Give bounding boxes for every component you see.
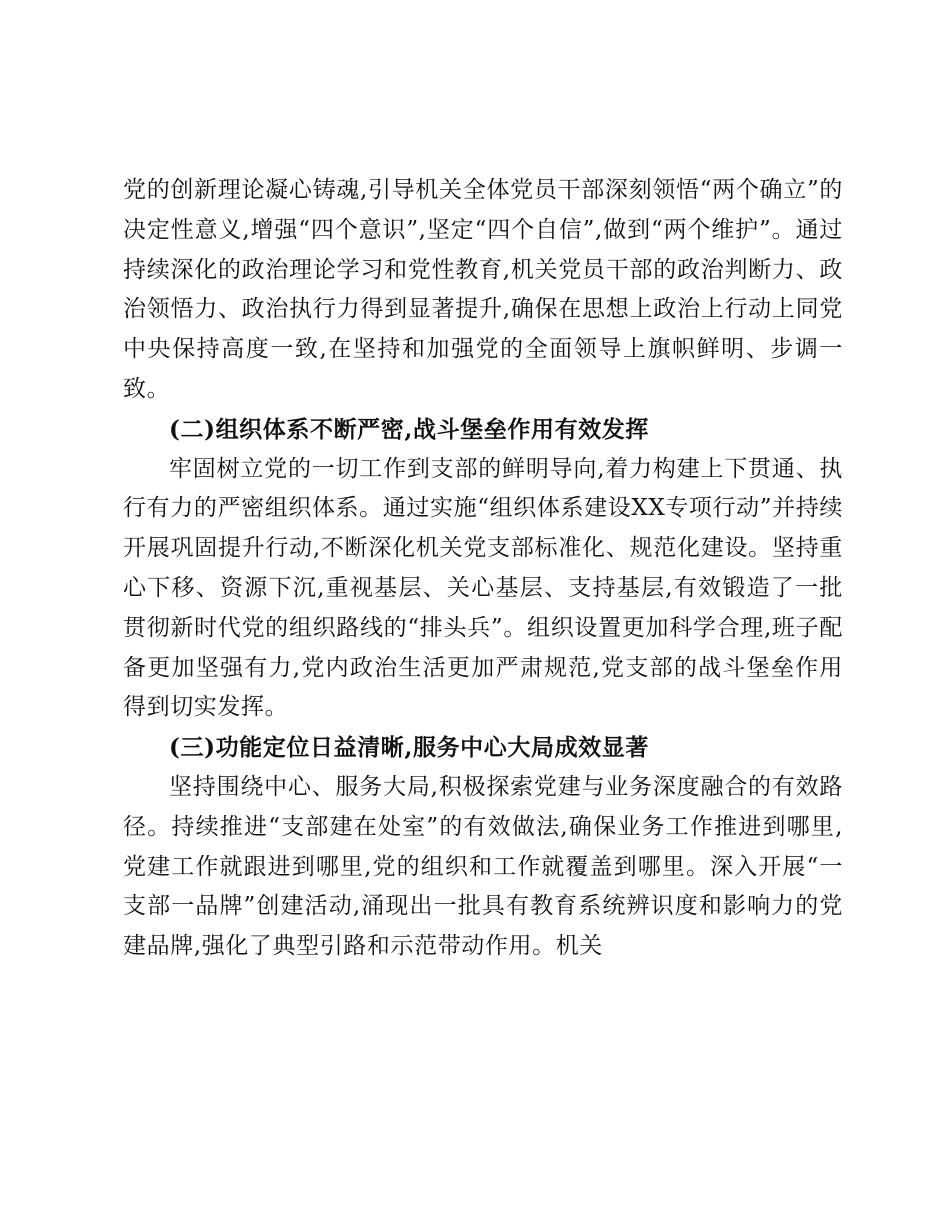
document-body bbox=[123, 171, 843, 967]
paragraph-organization: 牢固树立党的一切工作到支部的鲜明导向,着力构建上下贯通、执行有力的严密组织体系。通过实施“组织体系建设XX专项行动”并持续开展巩固提升行动,不断深化机关党支部标准化、规范化建设。坚持重心下移、资源下沉,重视基层、关心基层、支持基层,有效锻造了一批贯彻新时代党的组织路线的“排头兵”。组织设置更加科学合理,班子配备更加坚强有力,党内政治生活更加严肃规范,党支部的战斗堡垒作用得到切实发挥。 bbox=[123, 455, 843, 721]
section-heading-organization: (二)组织体系不断严密,战斗堡垒作用有效发挥 bbox=[169, 415, 649, 443]
paragraph-function: 坚持围绕中心、服务大局,积极探索党建与业务深度融合的有效路径。持续推进“支部建在处室”的有效做法,确保业务工作推进到哪里,党建工作就跟进到哪里,党的组织和工作就覆盖到哪里。深入开展“一支部一品牌”创建活动,涌现出一批具有教育系统辨识度和影响力的党建品牌,强化了典型引路和示范带动作用。机关 bbox=[123, 773, 843, 960]
paragraph-theory: 党的创新理论凝心铸魂,引导机关全体党员干部深刻领悟“两个确立”的决定性意义,增强“四个意识”,坚定“四个自信”,做到“两个维护”。通过持续深化的政治理论学习和党性教育,机关党员干部的政治判断力、政治领悟力、政治执行力得到显著提升,确保在思想上政治上行动上同党中央保持高度一致,在坚持和加强党的全面领导上旗帜鲜明、步调一致。 bbox=[123, 177, 843, 402]
section-heading-function: (三)功能定位日益清晰,服务中心大局成效显著 bbox=[169, 734, 649, 762]
